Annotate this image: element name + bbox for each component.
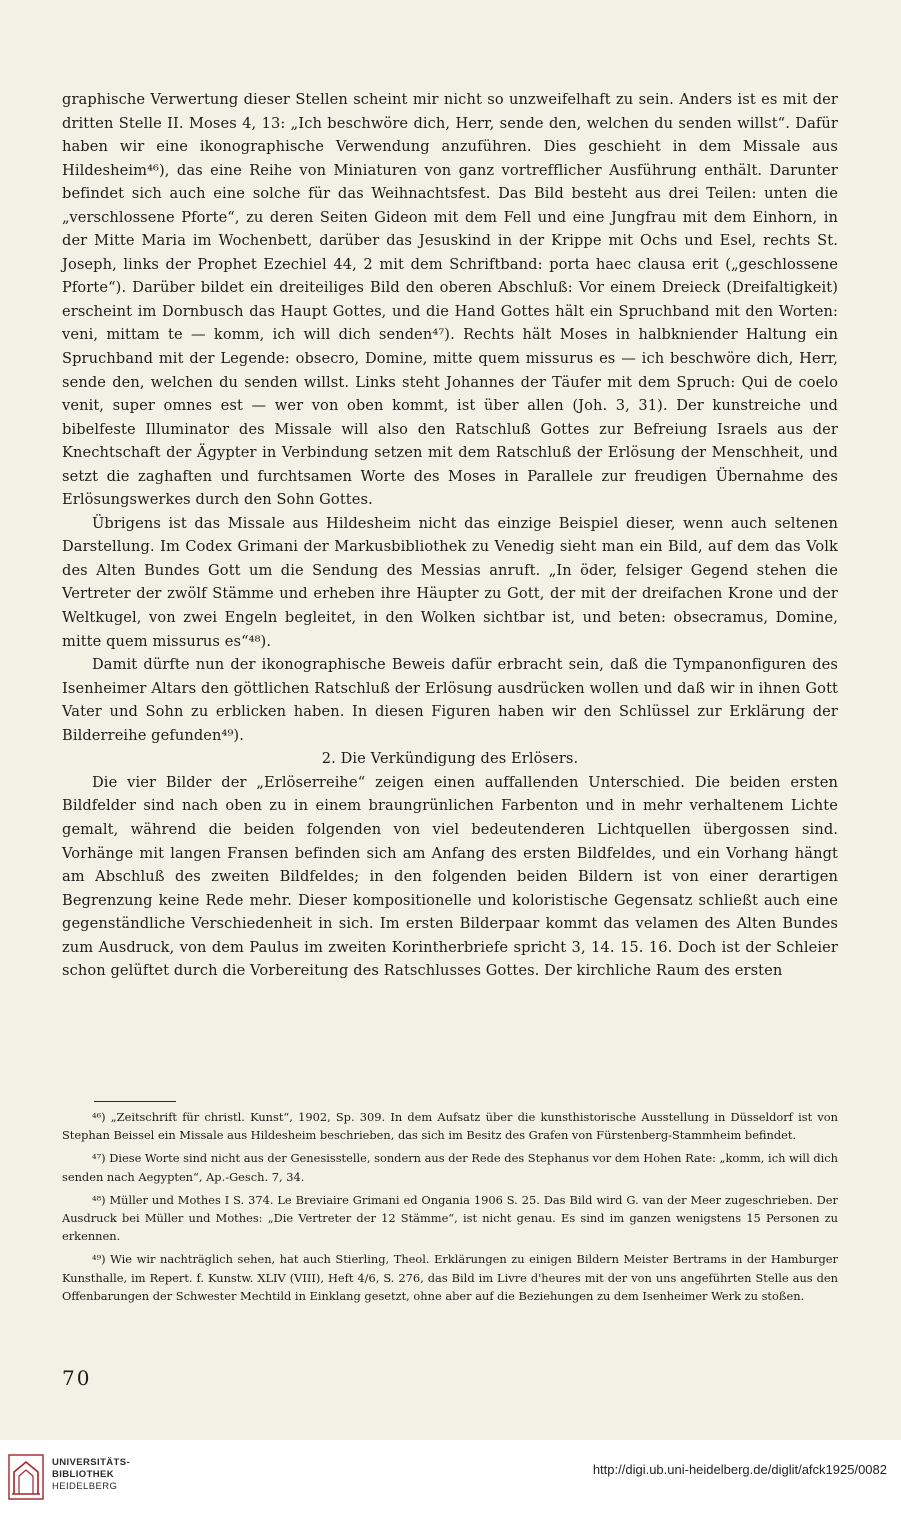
footnote-48: ⁴⁸) Müller und Mothes I S. 374. Le Breviaire Grimani ed Ongania 1906 S. 25. Das Bild wird G. van der Meer zugeschrieben. Der Ausdruck bei Müller und Mothes: „Die Vertreter der 12 Stämme“, ist nicht genau. Es sind im ganzen wenigstens 15 Personen zu erkennen. [62, 1192, 838, 1244]
body-paragraph-2: Übrigens ist das Missale aus Hildesheim nicht das einzige Beispiel dieser, wenn auch seltenen Darstellung. Im Codex Grimani der Markusbibliothek zu Venedig sieht man ein Bild, auf dem das Volk des Alten Bundes Gott um die Sendung des Messias anruft. „In öder, felsiger Gegend stehen die Vertreter der zwölf Stämme und erheben ihre Häupter zu Gott, der mit der dreifachen Krone und der Weltkugel, von zwei Engeln begleitet, in den Wolken sichtbar ist, und beten: obsecramus, Domine, mitte quem missurus es“⁴⁸). [62, 514, 838, 650]
page-number: 70 [62, 1366, 92, 1390]
body-paragraph-3: Damit dürfte nun der ikonographische Beweis dafür erbracht sein, daß die Tympanonfiguren des Isenheimer Altars den göttlichen Ratschluß der Erlösung ausdrücken wollen und daß wir in ihnen Gott Vater und Sohn zu erblicken haben. In diesen Figuren haben wir den Schlüssel zur Erklärung der Bilderreihe gefunden⁴⁹). [62, 656, 838, 744]
footnote-46: ⁴⁶) „Zeitschrift für christl. Kunst“, 1902, Sp. 309. In dem Aufsatz über die kunsthistorische Ausstellung in Düsseldorf ist von Stephan Beissel ein Missale aus Hildesheim beschrieben, das sich im Besitz des Grafen von Fürstenberg-Stammheim befindet. [62, 1110, 838, 1143]
source-url[interactable]: http://digi.ub.uni-heidelberg.de/diglit/afck1925/0082 [592, 1462, 887, 1477]
viewer-footer [0, 1440, 901, 1513]
main-text [62, 88, 838, 983]
library-name-line-3: HEIDELBERG [52, 1481, 118, 1492]
library-name-line-1: UNIVERSITÄTS- [52, 1457, 131, 1468]
footnote-47: ⁴⁷) Diese Worte sind nicht aus der Genesisstelle, sondern aus der Rede des Stephanus vor dem Hohen Rate: „komm, ich will dich senden nach Aegypten“, Ap.-Gesch. 7, 34. [62, 1151, 838, 1184]
footnote-divider [94, 1101, 176, 1102]
footnotes [62, 1108, 838, 1310]
library-name-line-2: BIBLIOTHEK [52, 1469, 115, 1480]
footnote-49: ⁴⁹) Wie wir nachträglich sehen, hat auch Stierling, Theol. Erklärungen zu einigen Bildern Meister Bertrams in der Hamburger Kunsthalle, im Repert. f. Kunstw. XLIV (VIII), Heft 4/6, S. 276, das Bild im Livre d'heures mit der von uns angeführten Stelle aus den Offenbarungen der Schwester Mechtild in Einklang gesetzt, ohne aber auf die Beziehungen zu dem Isenheimer Werk zu stoßen. [62, 1252, 838, 1303]
section-paragraph: Die vier Bilder der „Erlöserreihe“ zeigen einen auffallenden Unterschied. Die beiden ersten Bildfelder sind nach oben zu in einem braungrünlichen Farbenton und in mehr verhaltenem Lichte gemalt, während die beiden folgenden von viel bedeutenderen Lichtquellen übergossen sind. Vorhänge mit langen Fransen befinden sich am Anfang des ersten Bildfeldes, und ein Vorhang hängt am Abschluß des zweiten Bildfeldes; in den folgenden beiden Bildern ist von einer derartigen Begrenzung keine Rede mehr. Dieser kompositionelle und koloristische Gegensatz schließt auch eine gegenständliche Verschiedenheit in sich. Im ersten Bilderpaar kommt das velamen des Alten Bundes zum Ausdruck, von dem Paulus im zweiten Korintherbriefe spricht 3, 14. 15. 16. Doch ist der Schleier schon gelüftet durch die Vorbereitung des Ratschlusses Gottes. Der kirchliche Raum des ersten [62, 773, 838, 980]
library-name [52, 1457, 130, 1493]
section-heading: 2. Die Verkündigung des Erlösers. [321, 750, 579, 768]
university-library-logo-icon [8, 1454, 44, 1500]
body-paragraph-1: graphische Verwertung dieser Stellen scheint mir nicht so unzweifelhaft zu sein. Anders ist es mit der dritten Stelle II. Moses 4, 13: „Ich beschwöre dich, Herr, sende den, welchen du senden willst“. Dafür haben wir eine ikonographische Verwendung anzuführen. Dies geschieht in dem Missale aus Hildesheim⁴⁶), das eine Reihe von Miniaturen von ganz vortrefflicher Ausführung enthält. Darunter befindet sich auch eine solche für das Weihnachtsfest. Das Bild besteht aus drei Teilen: unten die „verschlossene Pforte“, zu deren Seiten Gideon mit dem Fell und eine Jungfrau mit dem Einhorn, in der Mitte Maria im Wochenbett, darüber das Jesuskind in der Krippe mit Ochs und Esel, rechts St. Joseph, links der Prophet Ezechiel 44, 2 mit dem Schriftband: porta haec clausa erit („geschlossene Pforte“). Darüber bildet ein dreiteiliges Bild den oberen Abschluß: Vor einem Dreieck (Dreifaltigkeit) erscheint im Dornbusch das Haupt Gottes, und die Hand Gottes hält ein Spruchband mit den Worten: veni, mittam te — komm, ich will dich senden⁴⁷). Rechts hält Moses in halbkniender Haltung ein Spruchband mit der Legende: obsecro, Domine, mitte quem missurus es — ich beschwöre dich, Herr, sende den, welchen du senden willst. Links steht Johannes der Täufer mit dem Spruch: Qui de coelo venit, super omnes est — wer von oben kommt, ist über allen (Joh. 3, 31). Der kunstreiche und bibelfeste Illuminator des Missale will also den Ratschluß Gottes zur Befreiung Israels aus der Knechtschaft der Ägypter in Verbindung setzen mit dem Ratschluß der Erlösung der Menschheit, und setzt die zaghaften und furchtsamen Worte des Moses in Parallele zur freudigen Übernahme des Erlösungswerkes durch den Sohn Gottes. [62, 91, 838, 509]
